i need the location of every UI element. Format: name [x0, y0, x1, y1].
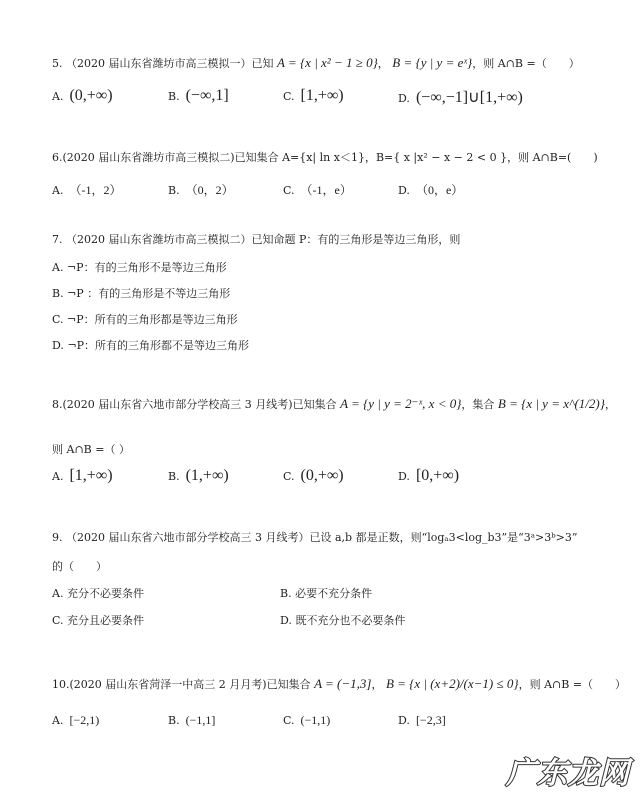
option-b: B. ¬P ：有的三角形是不等边三角形: [52, 287, 231, 300]
set-a-expression: A = {y | y = 2⁻ˣ, x < 0}: [340, 396, 462, 411]
option-c: C. [1,+∞): [283, 87, 344, 104]
option-b: B. (1,+∞): [168, 467, 229, 484]
question-10-stem: 10.(2020 届山东省菏泽一中高三 2 月月考)已知集合 A = (−1,3]， B = {x | (x+2)/(x−1) ≤ 0}，则 A∩B =（ ）: [52, 676, 627, 691]
question-number: 9.: [52, 531, 63, 544]
option-c: C. ¬P：所有的三角形都是等边三角形: [52, 313, 238, 326]
question-number: 8.: [52, 398, 63, 411]
option-d: D. (−∞,−1]∪[1,+∞): [398, 89, 523, 106]
option-c: C. (0,+∞): [283, 467, 344, 484]
question-number: 7.: [52, 233, 63, 246]
question-9-stem-continued: 的（ ）: [52, 560, 107, 573]
set-b-expression: B = {x | (x+2)/(x−1) ≤ 0}: [385, 676, 519, 691]
question-source: （2020 届山东省潍坊市高三模拟二）: [66, 233, 252, 246]
option-c: C. (−1,1): [283, 713, 331, 727]
option-a: A. [−2,1): [52, 713, 100, 727]
question-source: (2020 届山东省六地市部分学校高三 3 月线考): [62, 398, 293, 411]
option-a: A. [1,+∞): [52, 467, 113, 484]
option-a: A. 充分不必要条件: [52, 587, 144, 600]
option-b: B. (−∞,1]: [168, 87, 229, 104]
question-number: 5.: [52, 57, 63, 70]
option-d: D. [−2,3]: [398, 713, 446, 727]
set-a-expression: A = (−1,3]: [314, 676, 372, 691]
question-8-ask: 则 A∩B =（ ）: [52, 443, 130, 456]
option-c: C. （-1，e）: [283, 183, 352, 197]
question-7-stem: 7. （2020 届山东省潍坊市高三模拟二）已知命题 P：有的三角形是等边三角形，则: [52, 233, 461, 246]
option-b: B. (−1,1]: [168, 713, 216, 727]
option-d: D. ¬P：所有的三角形都不是等边三角形: [52, 339, 250, 352]
option-b: B. 必要不充分条件: [280, 587, 373, 600]
option-d: D. 既不充分也不必要条件: [280, 614, 406, 627]
question-8-stem: 8.(2020 届山东省六地市部分学校高三 3 月线考)已知集合 A = {y | y = 2⁻ˣ, x < 0}，集合 B = {x | y = x^(1/2)}，: [52, 396, 616, 411]
option-a: A. ¬P：有的三角形不是等边三角形: [52, 261, 227, 274]
question-number: 10.: [52, 678, 70, 691]
option-d: D. [0,+∞): [398, 467, 460, 484]
set-b-expression: B = {x | y = x^(1/2)}: [497, 396, 605, 411]
option-b: B. （0，2）: [168, 183, 234, 197]
option-c: C. 充分且必要条件: [52, 614, 145, 627]
question-5-stem: 5. （2020 届山东省潍坊市高三模拟一）已知 A = {x | x² − 1 ≥ 0}， B = {y | y = eˣ}，则 A∩B =（ ）: [52, 55, 580, 70]
option-a: A. （-1，2）: [52, 183, 122, 197]
question-9-stem: 9. （2020 届山东省六地市部分学校高三 3 月线考）已设 a,b 都是正数，则“logₐ3<log_b3”是“3ᵃ>3ᵇ>3”: [52, 531, 578, 544]
question-source: (2020 届山东省潍坊市高三模拟二): [62, 151, 235, 164]
question-source: （2020 届山东省六地市部分学校高三 3 月线考）: [66, 531, 310, 544]
watermark-logo: 广东龙网: [506, 756, 630, 791]
question-source: (2020 届山东省菏泽一中高三 2 月月考): [69, 678, 267, 691]
question-source: （2020 届山东省潍坊市高三模拟一）: [66, 57, 252, 70]
set-a-expression: A = {x | x² − 1 ≥ 0}: [277, 55, 378, 70]
set-b-expression: B = {y | y = eˣ}: [392, 55, 473, 70]
question-6-stem: 6.(2020 届山东省潍坊市高三模拟二)已知集合 A={x| ln x＜1}，B={ x |x² − x − 2 < 0 }，则 A∩B=( ): [52, 151, 598, 164]
option-d: D. （0，e）: [398, 183, 464, 197]
option-a: A. (0,+∞): [52, 87, 113, 104]
question-number: 6.: [52, 151, 63, 164]
